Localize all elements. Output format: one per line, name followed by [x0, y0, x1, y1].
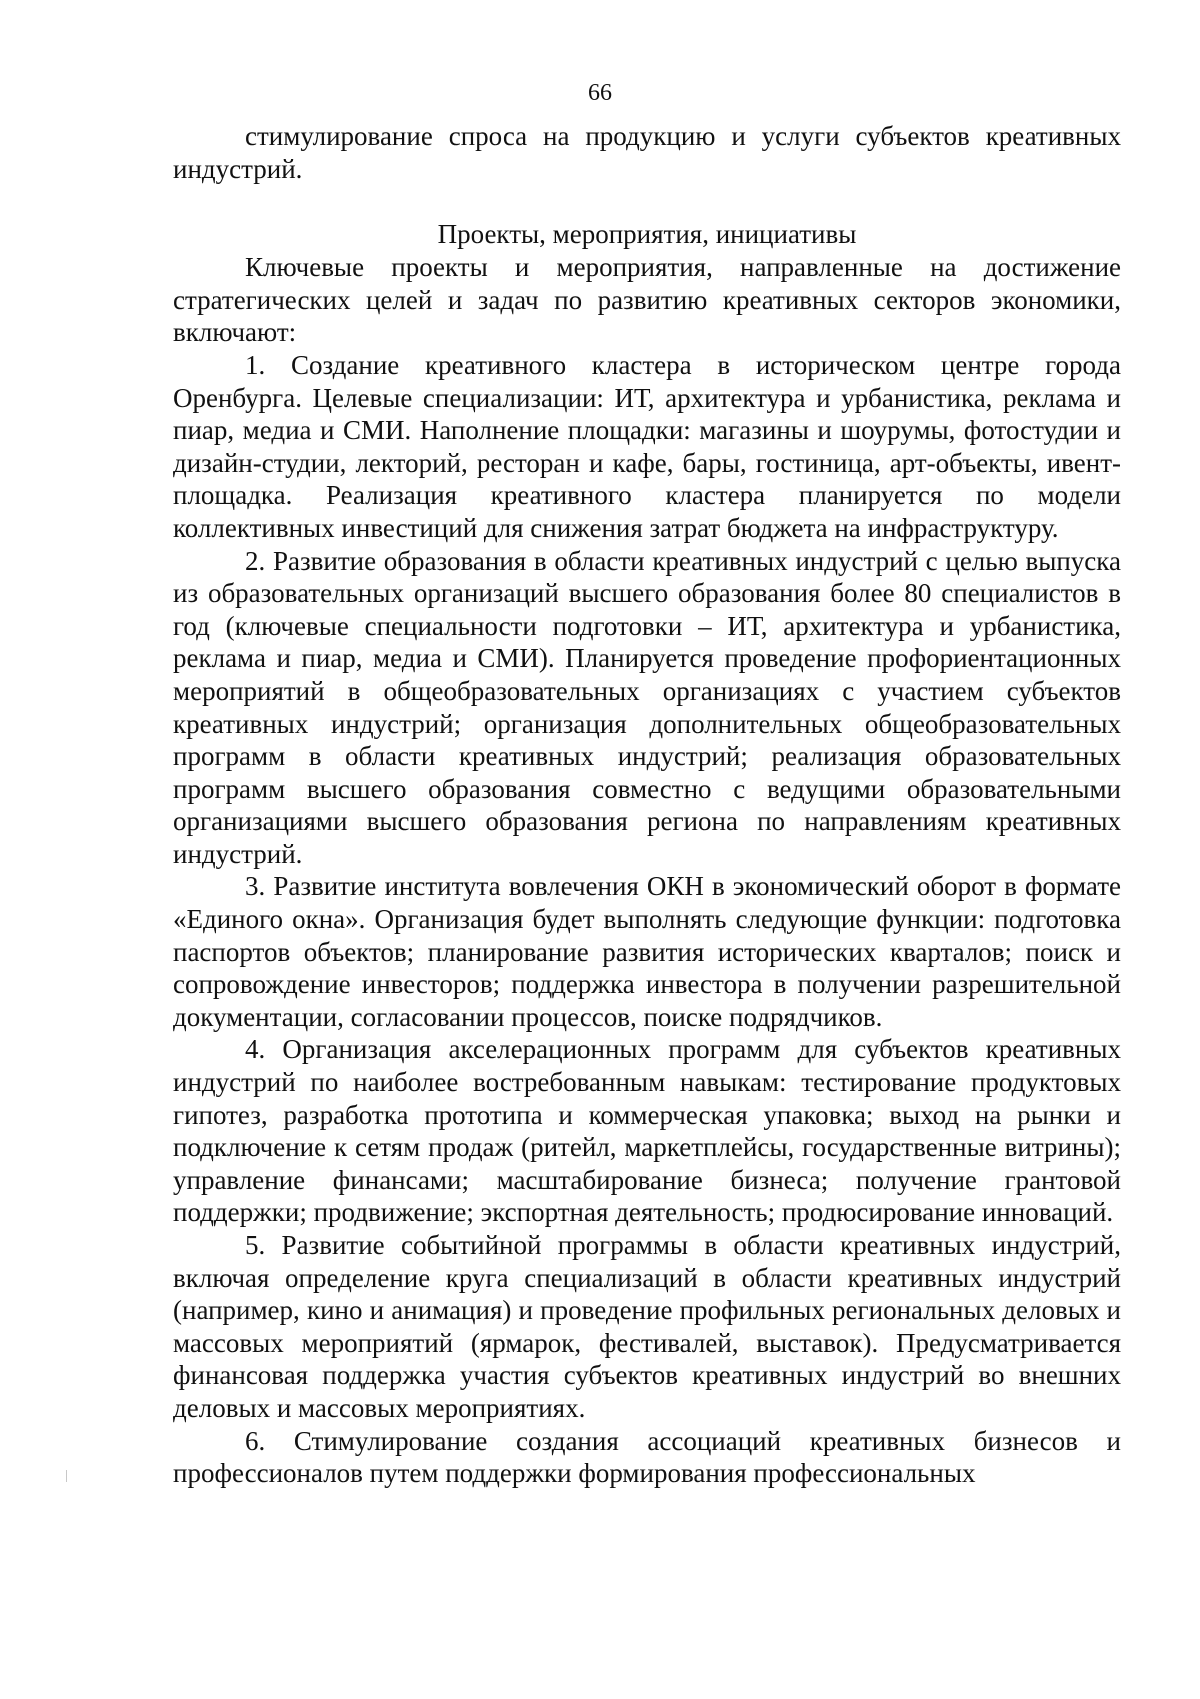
page-body — [173, 120, 1121, 1490]
paragraph-gap — [173, 185, 1121, 217]
intro-paragraph: стимулирование спроса на продукцию и услуги субъектов креативных индустрий. — [173, 121, 1121, 184]
section-heading: Проекты, мероприятия, инициативы — [437, 219, 857, 250]
list-item-4: 4. Организация акселерационных программ для субъектов креативных индустрий по наиболее востребованным навыкам: тестирование продуктовых гипотез, разработка прототипа и коммерческая упаковка; выход на рынки и подключение к сетям продаж (ритейл, маркетплейсы, государственные витрины); управление финансами; масштабирование бизнеса; получение грантовой поддержки; продвижение; экспортная деятельность; продюсирование инноваций. — [173, 1034, 1121, 1228]
page-number: 66 — [588, 80, 612, 106]
scan-margin-mark — [66, 1470, 67, 1482]
list-item-5: 5. Развитие событийной программы в области креативных индустрий, включая определение круга специализаций в области креативных индустрий (например, кино и анимация) и проведение профильных региональных деловых и массовых мероприятий (ярмарок, фестивалей, выставок). Предусматривается финансовая поддержка участия субъектов креативных индустрий во внешних деловых и массовых мероприятиях. — [173, 1230, 1121, 1423]
lead-paragraph: Ключевые проекты и мероприятия, направленные на достижение стратегических целей и задач по развитию креативных секторов экономики, включают: — [173, 252, 1121, 348]
list-item-6: 6. Стимулирование создания ассоциаций креативных бизнесов и профессионалов путем поддержки формирования профессиональных — [173, 1425, 1121, 1489]
list-item-1: 1. Создание креативного кластера в историческом центре города Оренбурга. Целевые специализации: ИТ, архитектура и урбанистика, реклама и пиар, медиа и СМИ. Наполнение площадки: магазины и шоурумы, фотостудии и дизайн-студии, лекторий, ресторан и кафе, бары, гостиница, арт-объекты, ивент-площадка. Реализация креативного кластера планируется по модели коллективных инвестиций для снижения затрат бюджета на инфраструктуру. — [173, 349, 1121, 543]
list-item-2: 2. Развитие образования в области креативных индустрий с целью выпуска из образовательных организаций высшего образования более 80 специалистов в год (ключевые специальности подготовки – ИТ, архитектура и урбанистика, реклама и пиар, медиа и СМИ). Планируется проведение профориентационных мероприятий в общеобразовательных организациях с участием субъектов креативных индустрий; организация дополнительных общеобразовательных программ в области креативных индустрий; реализация образовательных программ высшего образования совместно с ведущими образовательными организациями высшего образования региона по направлениям креативных индустрий. — [173, 545, 1121, 869]
list-item-3: 3. Развитие института вовлечения ОКН в экономический оборот в формате «Единого окна». Организация будет выполнять следующие функции: подготовка паспортов объектов; планирование развития исторических кварталов; поиск и сопровождение инвесторов; поддержка инвестора в получении разрешительной документации, согласовании процессов, поиске подрядчиков. — [173, 871, 1121, 1032]
